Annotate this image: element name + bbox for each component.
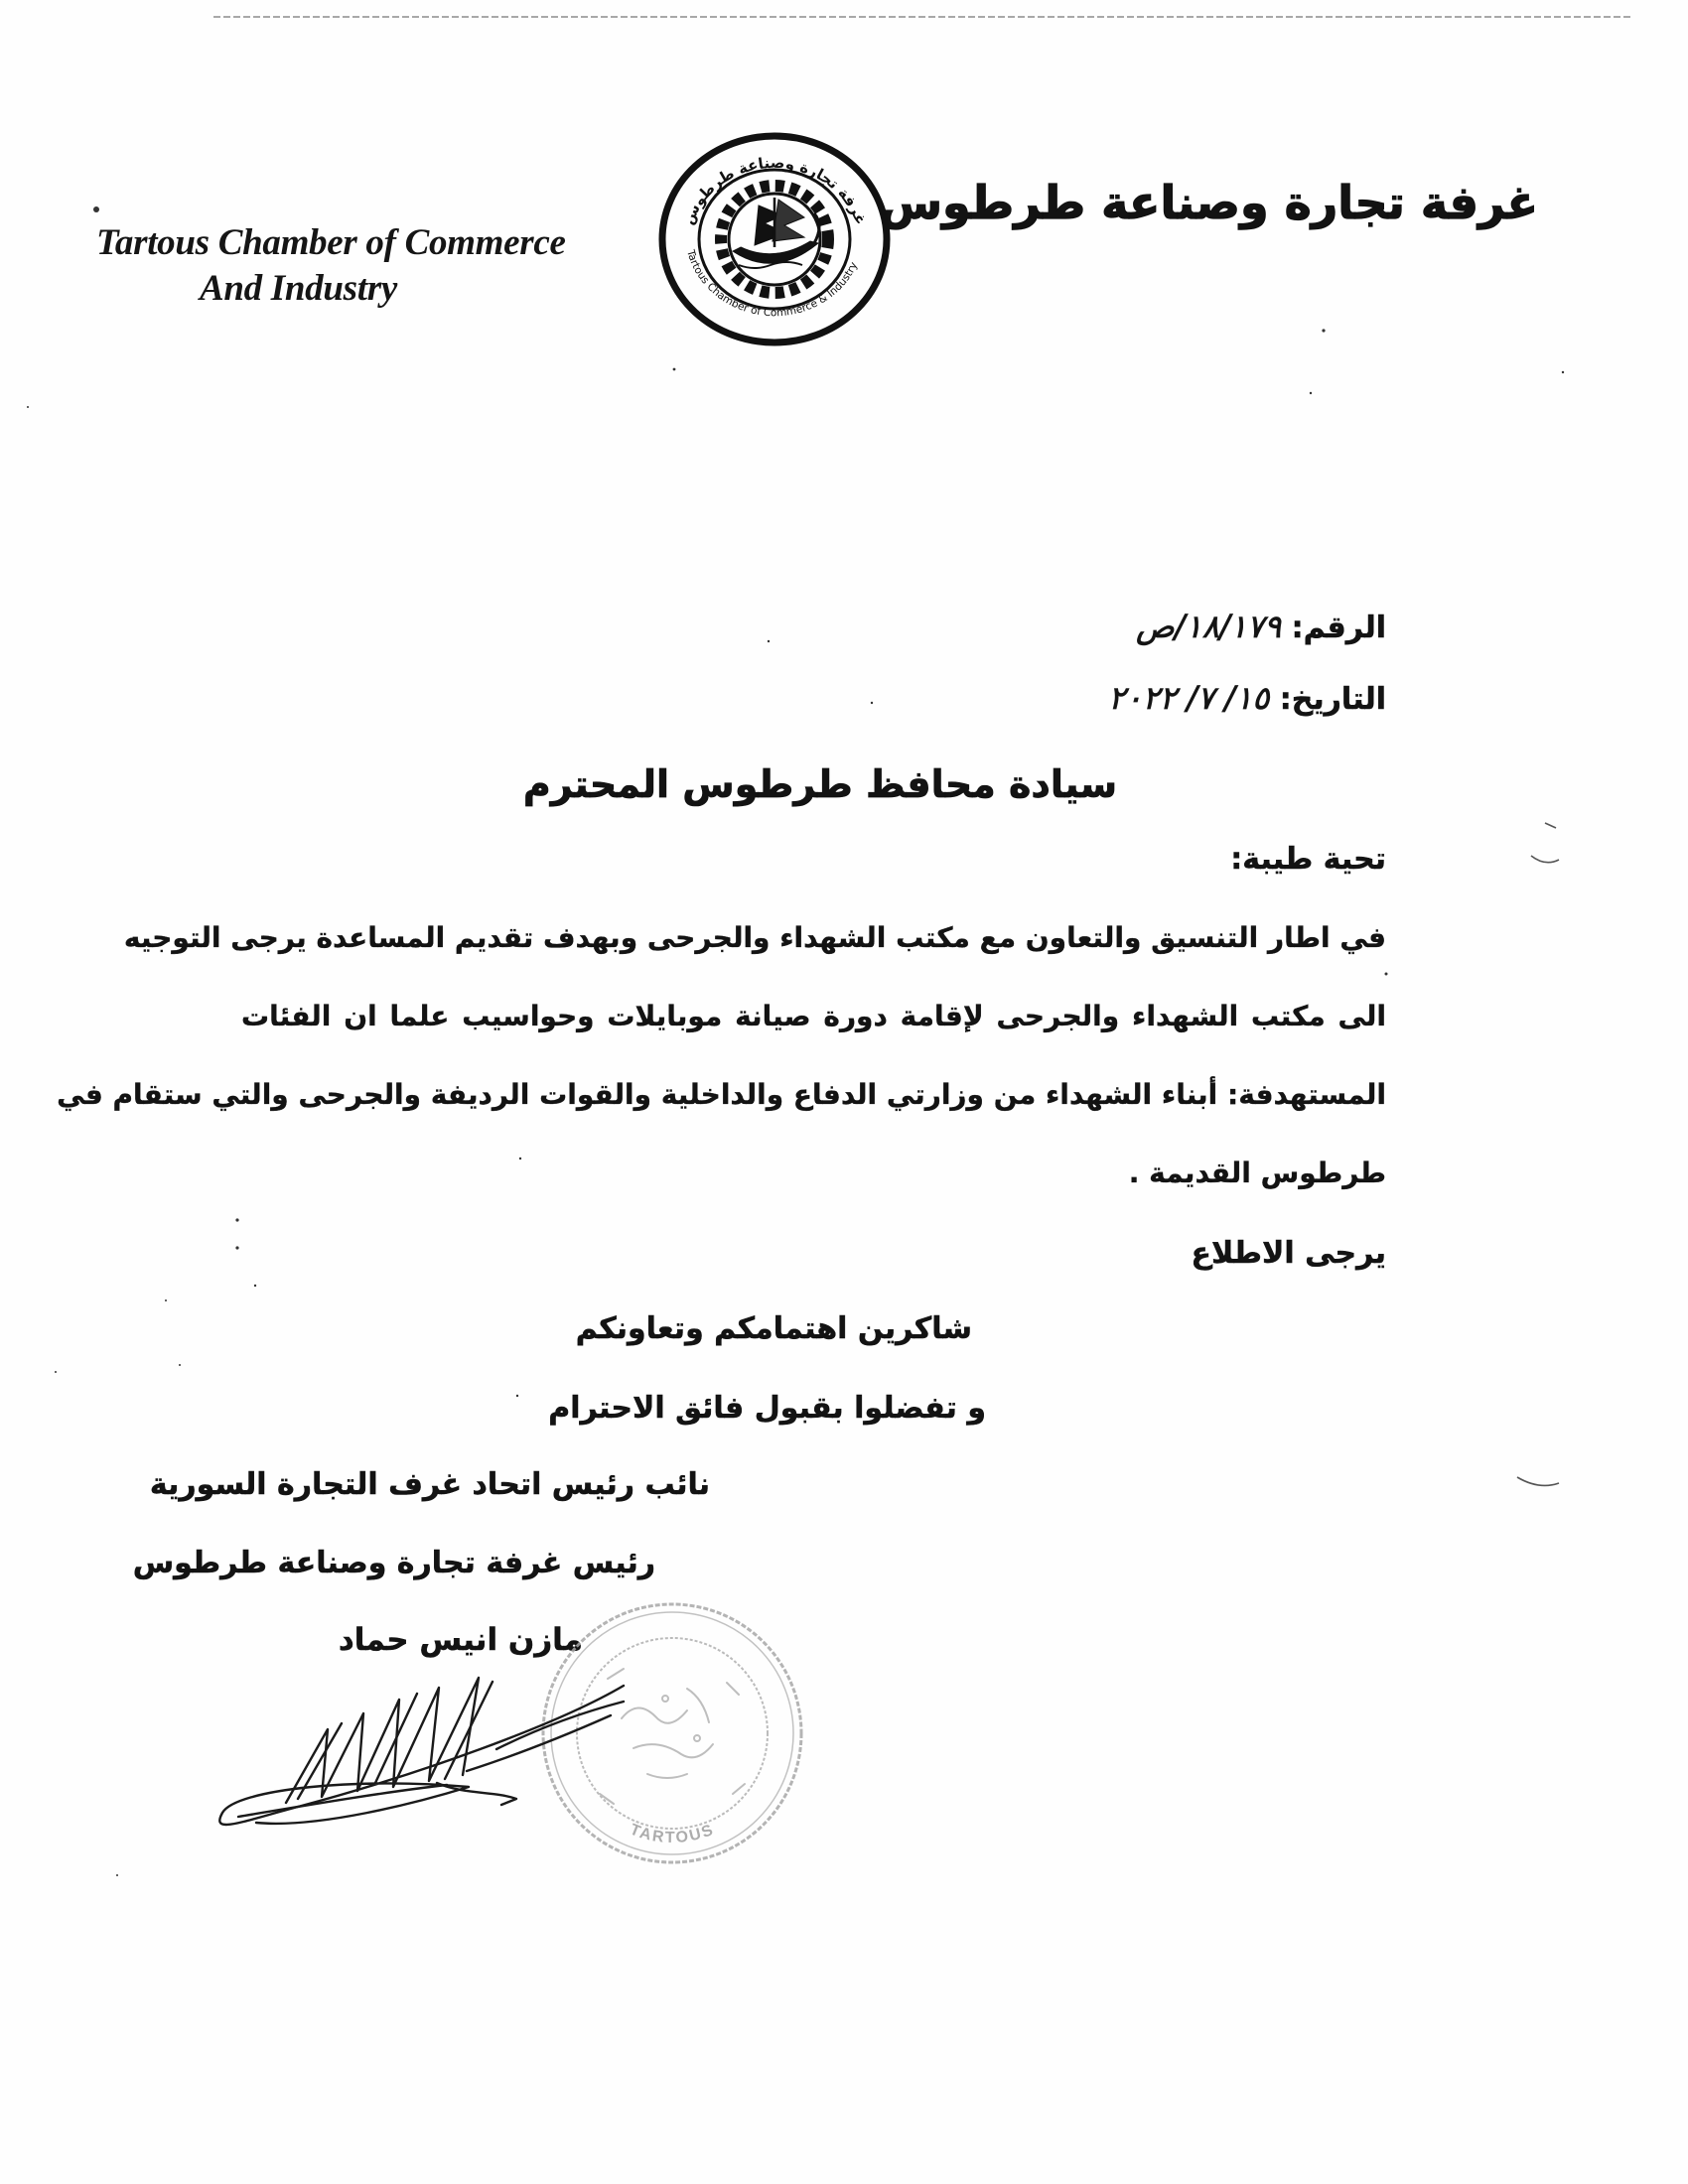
- request-line: يرجى الاطلاع: [1191, 1236, 1386, 1271]
- reference-number: [1136, 607, 1386, 647]
- reference-label: الرقم:: [1291, 611, 1386, 645]
- signatory-name: مازن انيس حماد: [338, 1622, 583, 1658]
- body-line: المستهدفة: أبناء الشهداء من وزارتي الدفاع والداخلية والقوات الرديفة والجرحى والتي ستقام في: [57, 1078, 1386, 1111]
- letterhead-english-name-line2: And Industry: [200, 268, 397, 309]
- reference-value: ١٨/١٧٩/ص: [1135, 608, 1282, 645]
- body-line: الى مكتب الشهداء والجرحى لإقامة دورة صيانة موبايلات وحواسيب علما ان الفئات: [241, 1000, 1386, 1032]
- greeting: تحية طيبة:: [1230, 842, 1386, 877]
- addressee: سيادة محافظ طرطوس المحترم: [522, 762, 1118, 806]
- letterhead-english-name-line1: Tartous Chamber of Commerce: [96, 222, 566, 263]
- letter-date: [1108, 678, 1386, 719]
- handwritten-signature: [199, 1658, 645, 1856]
- signatory-title-1: نائب رئيس اتحاد غرف التجارة السورية: [149, 1467, 710, 1502]
- letter-body: [57, 898, 1386, 1212]
- body-line: طرطوس القديمة .: [1128, 1157, 1386, 1189]
- signatory-title-2: رئيس غرفة تجارة وصناعة طرطوس: [132, 1546, 655, 1580]
- date-value: ١٥/ ٧/ ٢٠٢٢: [1108, 679, 1270, 717]
- logo-arabic-ring-text: غرفة تجارة وصناعة طرطوس: [678, 153, 871, 227]
- punch-hole-marks: [1517, 823, 1559, 1485]
- chamber-logo: [655, 130, 894, 348]
- date-label: التاريخ:: [1279, 682, 1386, 717]
- body-line: في اطار التنسيق والتعاون مع مكتب الشهداء والجرحى وبهدف تقديم المساعدة يرجى التوجيه: [123, 921, 1386, 954]
- closing-regards: و تفضلوا بقبول فائق الاحترام: [548, 1391, 986, 1426]
- closing-thanks: شاكرين اهتمامكم وتعاونكم: [575, 1311, 972, 1346]
- logo-english-ring-text: Tartous Chamber of Commerce & Industry: [684, 248, 861, 320]
- letterhead-arabic-name: غرفة تجارة وصناعة طرطوس: [879, 176, 1538, 229]
- stamp-text: TARTOUS: [627, 1821, 718, 1847]
